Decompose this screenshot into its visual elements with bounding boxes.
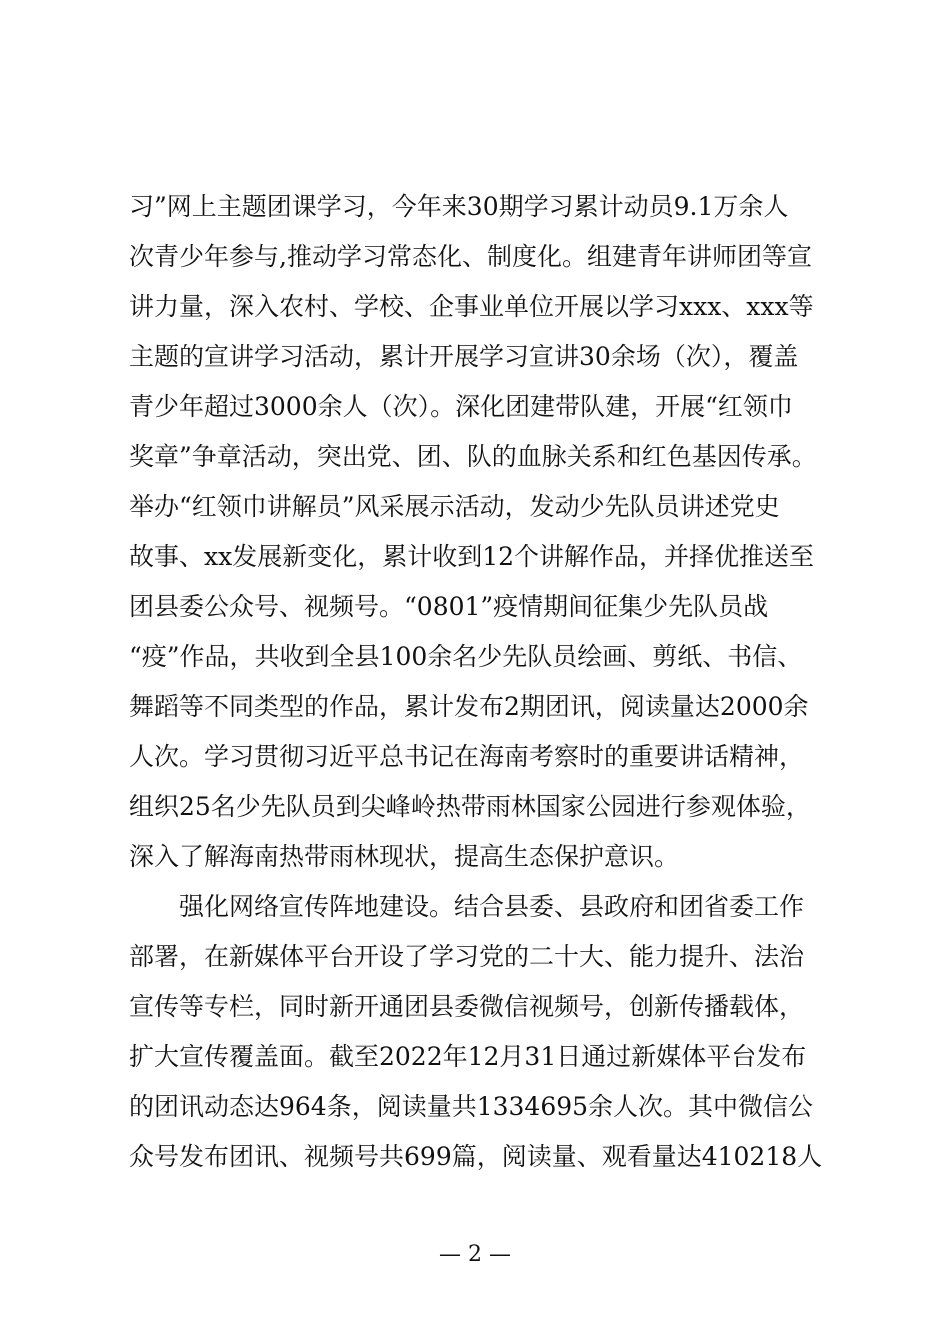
- paragraph1-line-7: 举办“红领巾讲解员”风采展示活动，发动少先队员讲述党史: [129, 492, 780, 521]
- paragraph1-line-13: 组织25名少先队员到尖峰岭热带雨林国家公园进行参观体验，: [129, 792, 811, 821]
- paragraph2-line-1: 强化网络宣传阵地建设。结合县委、县政府和团省委工作: [179, 892, 805, 921]
- paragraph2-line-4: 扩大宣传覆盖面。截至2022年12月31日通过新媒体平台发布: [129, 1042, 807, 1071]
- paragraph1-line-9: 团县委公众号、视频号。“0801”疫情期间征集少先队员战: [129, 592, 769, 621]
- paragraph1-line-10: “疫”作品，共收到全县100余名少先队员绘画、剪纸、书信、: [129, 642, 803, 671]
- paragraph1-line-1: 习”网上主题团课学习，今年来30期学习累计动员9.1万余人: [129, 192, 789, 221]
- paragraph1-line-14: 深入了解海南热带雨林现状，提高生态保护意识。: [129, 842, 680, 871]
- paragraph1-line-11: 舞蹈等不同类型的作品，累计发布2期团讯，阅读量达2000余: [129, 692, 809, 721]
- paragraph1-line-5: 青少年超过3000余人（次）。深化团建带队建，开展“红领巾: [129, 392, 793, 421]
- paragraph1-line-6: 奖章”争章活动，突出党、团、队的血脉关系和红色基因传承。: [129, 442, 817, 471]
- paragraph1-line-8: 故事、xx发展新变化，累计收到12个讲解作品，并择优推送至: [129, 542, 815, 571]
- paragraph1-line-2: 次青少年参与,推动学习常态化、制度化。组建青年讲师团等宣: [129, 242, 812, 271]
- page-number: — 2 —: [439, 1242, 511, 1267]
- paragraph2-line-6: 众号发布团讯、视频号共699篇，阅读量、观看量达410218人: [129, 1142, 823, 1171]
- paragraph1-line-3: 讲力量，深入农村、学校、企事业单位开展以学习xxx、xxx等: [129, 292, 814, 321]
- paragraph2-line-2: 部署，在新媒体平台开设了学习党的二十大、能力提升、法治: [129, 942, 805, 971]
- paragraph2-line-5: 的团讯动态达964条，阅读量共1334695余人次。其中微信公: [129, 1092, 814, 1121]
- paragraph1-line-4: 主题的宣讲学习活动，累计开展学习宣讲30余场（次），覆盖: [129, 342, 799, 371]
- paragraph1-line-12: 人次。学习贯彻习近平总书记在海南考察时的重要讲话精神，: [129, 742, 805, 771]
- paragraph2-line-3: 宣传等专栏，同时新开通团县委微信视频号，创新传播载体，: [129, 992, 805, 1021]
